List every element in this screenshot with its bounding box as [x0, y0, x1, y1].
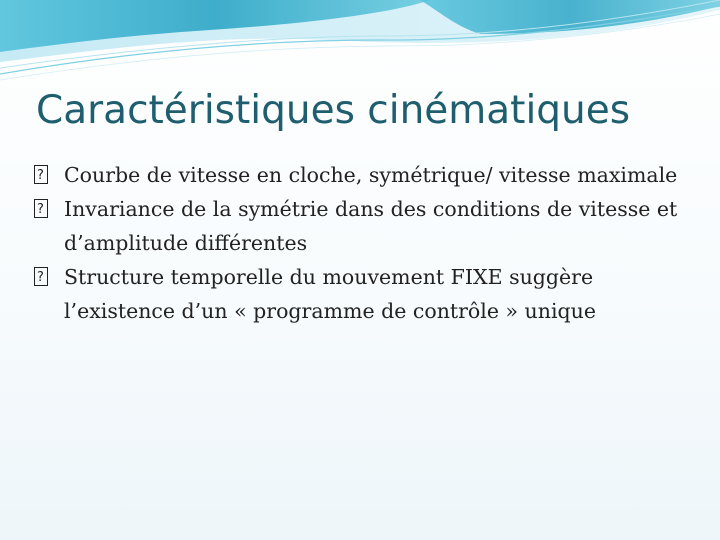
bullet-item	[30, 260, 690, 328]
slide-title: Caractéristiques cinématiques	[36, 88, 631, 133]
bullet-text: Structure temporelle du mouvement FIXE suggère l’existence d’un « programme de contrôle » unique	[64, 265, 596, 323]
bullet-item	[30, 158, 690, 192]
missing-glyph-bullet-icon	[34, 267, 48, 286]
missing-glyph-bullet-icon	[34, 165, 48, 184]
bullet-list	[30, 158, 690, 328]
missing-glyph-bullet-icon	[34, 199, 48, 218]
bullet-text: Courbe de vitesse en cloche, symétrique/ vitesse maximale	[64, 163, 678, 187]
bullet-item	[30, 192, 690, 260]
bullet-text: Invariance de la symétrie dans des conditions de vitesse et d’amplitude différentes	[64, 197, 678, 255]
header-wave-decoration	[0, 0, 720, 90]
